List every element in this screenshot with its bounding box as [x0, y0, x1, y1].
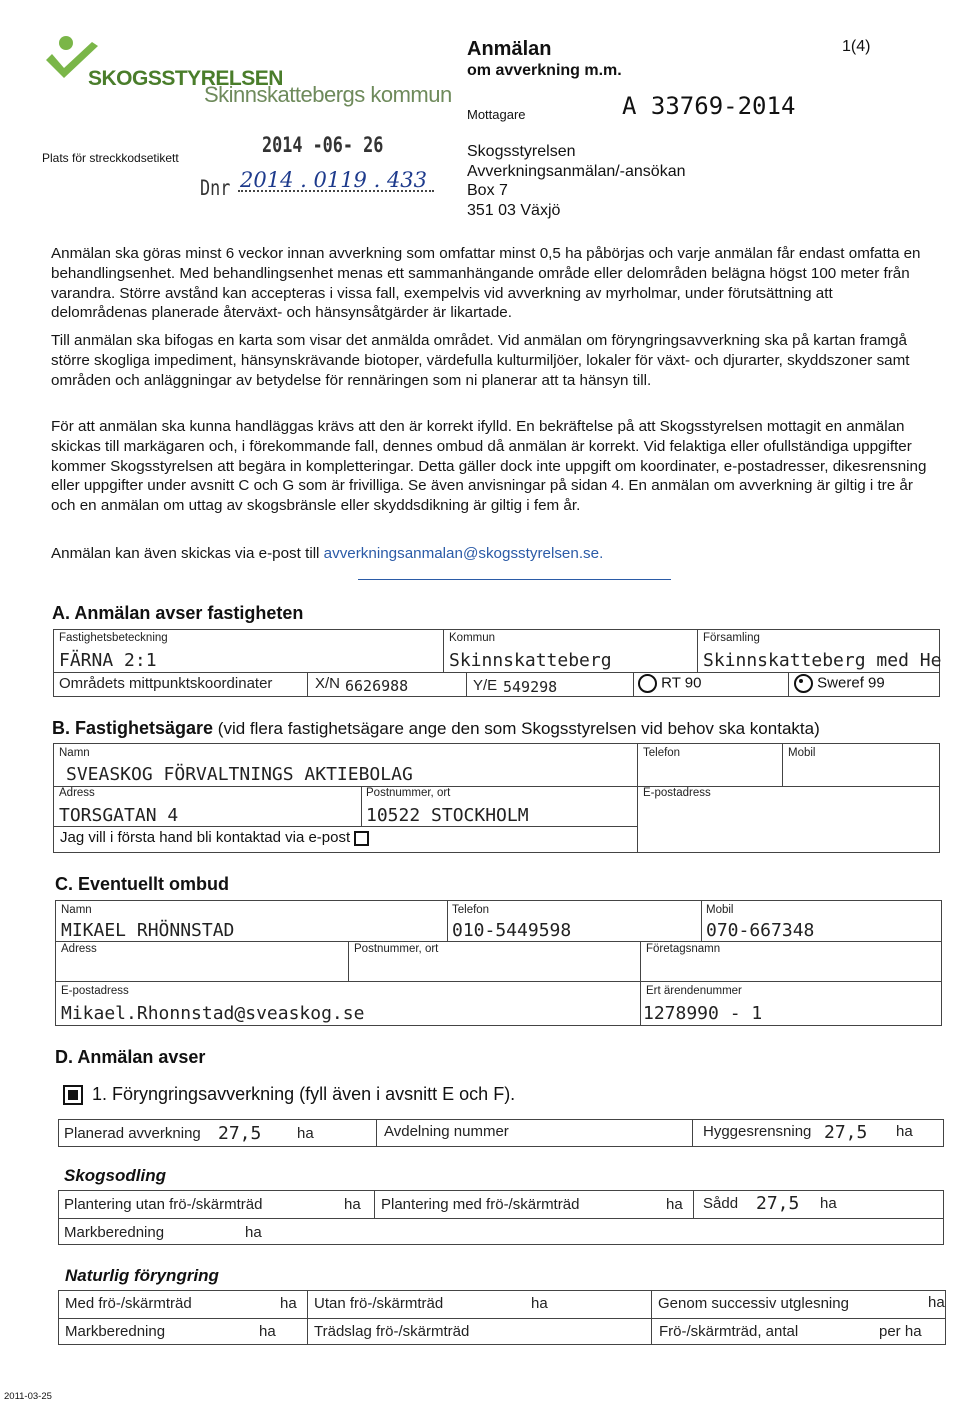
contact-checkbox[interactable] [354, 831, 369, 846]
email-underline [358, 579, 671, 580]
divider [443, 629, 444, 672]
ha-unit: ha [280, 1295, 297, 1312]
sweref-option[interactable] [794, 674, 885, 693]
kommun-label: Kommun [449, 632, 496, 644]
divider [55, 941, 942, 942]
c-mobil-field[interactable]: 070-667348 [706, 920, 815, 941]
naturlig-title: Naturlig föryngring [65, 1266, 219, 1285]
ye-field[interactable]: 549298 [503, 678, 558, 696]
rt90-label: RT 90 [661, 674, 702, 692]
divider [788, 672, 789, 697]
form-title: Anmälan [467, 38, 552, 60]
recipient-address [467, 142, 686, 220]
c-namn-label: Namn [61, 904, 92, 916]
email-prefix: Anmälan kan även skickas via e-post till [51, 545, 324, 562]
divider [53, 786, 940, 787]
xn-label: X/N [315, 675, 341, 692]
contact-option[interactable] [60, 829, 369, 846]
divider [307, 1290, 308, 1345]
c-arende-field[interactable]: 1278990 - 1 [643, 1003, 763, 1024]
ha-unit: ha [928, 1294, 945, 1311]
per-ha-label: per ha [879, 1323, 922, 1340]
c-foretag-label: Företagsnamn [646, 943, 721, 955]
hygges-field[interactable]: 27,5 [824, 1122, 868, 1143]
b-adress-label: Adress [59, 787, 95, 799]
genom-label: Genom successiv utglesning [658, 1295, 849, 1312]
kommun-name: Skinnskattebergs kommun [204, 82, 452, 107]
markberedning-label: Markberedning [65, 1323, 166, 1340]
intro-paragraph-4 [51, 544, 929, 564]
divider [633, 672, 634, 697]
recipient-label: Mottagare [467, 107, 526, 122]
dnr-handwritten: 2014 . 0119 . 433 [240, 168, 428, 192]
divider [307, 672, 308, 697]
divider [701, 900, 702, 941]
hygges-label: Hyggesrensning [703, 1123, 812, 1140]
divider [348, 941, 349, 981]
recipient-line: Skogsstyrelsen [467, 143, 576, 160]
plantering-utan-label: Plantering utan frö-/skärmträd [64, 1196, 263, 1213]
divider [361, 786, 362, 826]
stamp-date: 2014 -06- 26 [262, 133, 384, 157]
divider [651, 1290, 652, 1345]
form-subtitle: om avverkning m.m. [467, 62, 622, 79]
ha-unit: ha [259, 1323, 276, 1340]
divider [58, 1218, 944, 1219]
intro-paragraph-2: Till anmälan ska bifogas en karta som visar det anmälda området. Vid anmälan om föryngringsavverkning ska på kartan framgå större skogliga impediment, hänsynskrävande biotoper, värdefulla kulturmiljöer, lokaler för växt- och djurarter, skyddszoner samt områden och anläggningar av betydelse för rennäringen som ni planerar att ta hänsyn till. [51, 332, 910, 389]
item-1-label: 1. Föryngringsavverkning (fyll även i avsnitt E och F). [92, 1084, 516, 1104]
ha-unit: ha [666, 1196, 683, 1213]
rt90-option[interactable] [638, 674, 701, 693]
c-namn-field[interactable]: MIKAEL RHÖNNSTAD [61, 920, 235, 941]
c-telefon-label: Telefon [452, 904, 490, 916]
section-b-note: (vid flera fastighetsägare ange den som Skogsstyrelsen vid behov ska kontakta) [217, 719, 820, 738]
divider [697, 629, 698, 672]
avdelning-label: Avdelning nummer [384, 1123, 509, 1140]
divider [782, 743, 783, 786]
forsamling-field[interactable]: Skinnskatteberg med He [703, 650, 942, 671]
section-a-divider [53, 672, 940, 673]
b-namn-label: Namn [59, 747, 90, 759]
divider [58, 1318, 946, 1319]
sweref-radio[interactable] [794, 674, 813, 693]
divider [692, 1119, 693, 1147]
divider [640, 941, 641, 1026]
logo-name: SKOGSSTYRELSEN [88, 67, 283, 90]
planerad-label: Planerad avverkning [64, 1125, 201, 1142]
xn-field[interactable]: 6626988 [345, 677, 409, 695]
b-mobil-label: Mobil [788, 747, 816, 759]
divider [693, 1190, 694, 1218]
barcode-label: Plats för streckkodsetikett [42, 151, 179, 165]
contact-label: Jag vill i första hand bli kontaktad via e-post [60, 829, 351, 846]
fro-antal-label: Frö-/skärmträd, antal [659, 1323, 799, 1340]
rt90-radio[interactable] [638, 674, 657, 693]
ha-unit: ha [896, 1123, 913, 1140]
markberedning-label: Markberedning [64, 1224, 165, 1241]
item-1-option[interactable] [63, 1084, 515, 1105]
b-namn-field[interactable]: SVEASKOG FÖRVALTNINGS AKTIEBOLAG [66, 764, 413, 785]
recipient-line: 351 03 Växjö [467, 201, 561, 219]
sadd-label: Sådd [703, 1195, 739, 1212]
med-fro-label: Med frö-/skärmträd [65, 1295, 192, 1312]
intro-paragraph-3: För att anmälan ska kunna handläggas krävs att den är korrekt ifylld. En bekräftelse på att Skogsstyrelsen mottagit en anmälan skickas till markägaren och, i förekommande fall, dennes ombud då anmälan är korrekt. Vid felaktiga eller ofullständiga uppgifter kommer Skogsstyrelsen att begära in kompletteringar. Detta gäller dock inte uppgift om koordinater, e-postadresser, dikesrensning eller uppgifter under avsnitt C och G som är frivilliga. Se även anvisningar på sidan 4. En anmälan om avverkning är giltig i tre år och en anmälan om uttag av skogsbränsle eller skyddsdikning är giltig i fem år. [51, 418, 927, 515]
item-1-checkbox[interactable] [63, 1085, 83, 1105]
c-arende-label: Ert ärendenummer [646, 985, 742, 997]
ha-unit: ha [820, 1195, 837, 1212]
plantering-med-label: Plantering med frö-/skärmträd [381, 1196, 580, 1213]
intro-paragraph-1: Anmälan ska göras minst 6 veckor innan avverkning som omfattar minst 0,5 ha påbörjas och varje anmälan får endast omfatta en behandlingsenhet. Med behandlingsenhet menas ett sammanhängande område eller delområden belägna högst 100 meter från varandra. Större avstånd kan accepteras i vissa fall, exempelvis vid avverkning av myrholmar, under förutsättning att delområdenas planerade återväxt- och hänsynsåtgärder är likartade. [51, 245, 921, 322]
divider [637, 743, 638, 853]
divider [55, 981, 942, 982]
section-b-title [52, 718, 820, 739]
section-d-title: D. Anmälan avser [55, 1047, 206, 1067]
skogsodling-title: Skogsodling [64, 1166, 166, 1185]
c-mobil-label: Mobil [706, 904, 734, 916]
ha-unit: ha [531, 1295, 548, 1312]
b-postnr-label: Postnummer, ort [366, 787, 451, 799]
c-epost-label: E-postadress [61, 985, 129, 997]
kommun-field[interactable]: Skinnskatteberg [449, 650, 612, 671]
ha-unit: ha [297, 1125, 314, 1142]
b-epost-label: E-postadress [643, 787, 711, 799]
tradslag-label: Trädslag frö-/skärmträd [314, 1323, 470, 1340]
dnr-prefix: Dnr [200, 176, 231, 200]
section-a-title: A. Anmälan avser fastigheten [52, 603, 304, 623]
case-number: A 33769-2014 [622, 92, 796, 120]
fastighet-label: Fastighetsbeteckning [59, 632, 168, 644]
b-postnr-field[interactable]: 10522 STOCKHOLM [366, 805, 529, 826]
coord-label: Områdets mittpunktskoordinater [59, 675, 273, 692]
dnr-line [200, 168, 440, 200]
divider [53, 826, 637, 827]
planerad-field[interactable]: 27,5 [218, 1123, 262, 1144]
ha-unit: ha [344, 1196, 361, 1213]
sadd-field[interactable]: 27,5 [756, 1193, 800, 1214]
divider [466, 672, 467, 697]
page-number: 1(4) [842, 38, 871, 55]
divider [374, 1190, 375, 1218]
section-c-title: C. Eventuellt ombud [55, 874, 230, 894]
recipient-line: Avverkningsanmälan/-ansökan [467, 162, 686, 180]
sweref-label: Sweref 99 [817, 674, 885, 692]
b-adress-field[interactable]: TORSGATAN 4 [59, 805, 179, 826]
email-link[interactable]: avverkningsanmalan@skogsstyrelsen.se. [323, 545, 604, 562]
fastighet-field[interactable]: FÄRNA 2:1 [59, 650, 157, 671]
divider [447, 900, 448, 941]
c-adress-label: Adress [61, 943, 97, 955]
b-telefon-label: Telefon [643, 747, 681, 759]
forsamling-label: Församling [703, 632, 760, 644]
c-telefon-field[interactable]: 010-5449598 [452, 920, 572, 941]
c-postnr-label: Postnummer, ort [354, 943, 439, 955]
footer-date: 2011-03-25 [4, 1391, 52, 1402]
utan-fro-label: Utan frö-/skärmträd [314, 1295, 444, 1312]
ye-label: Y/E [473, 677, 498, 694]
ha-unit: ha [245, 1224, 262, 1241]
divider [376, 1119, 377, 1147]
recipient-line: Box 7 [467, 182, 508, 199]
c-epost-field[interactable]: Mikael.Rhonnstad@sveaskog.se [61, 1003, 365, 1024]
section-b-heading: B. Fastighetsägare [52, 718, 214, 738]
